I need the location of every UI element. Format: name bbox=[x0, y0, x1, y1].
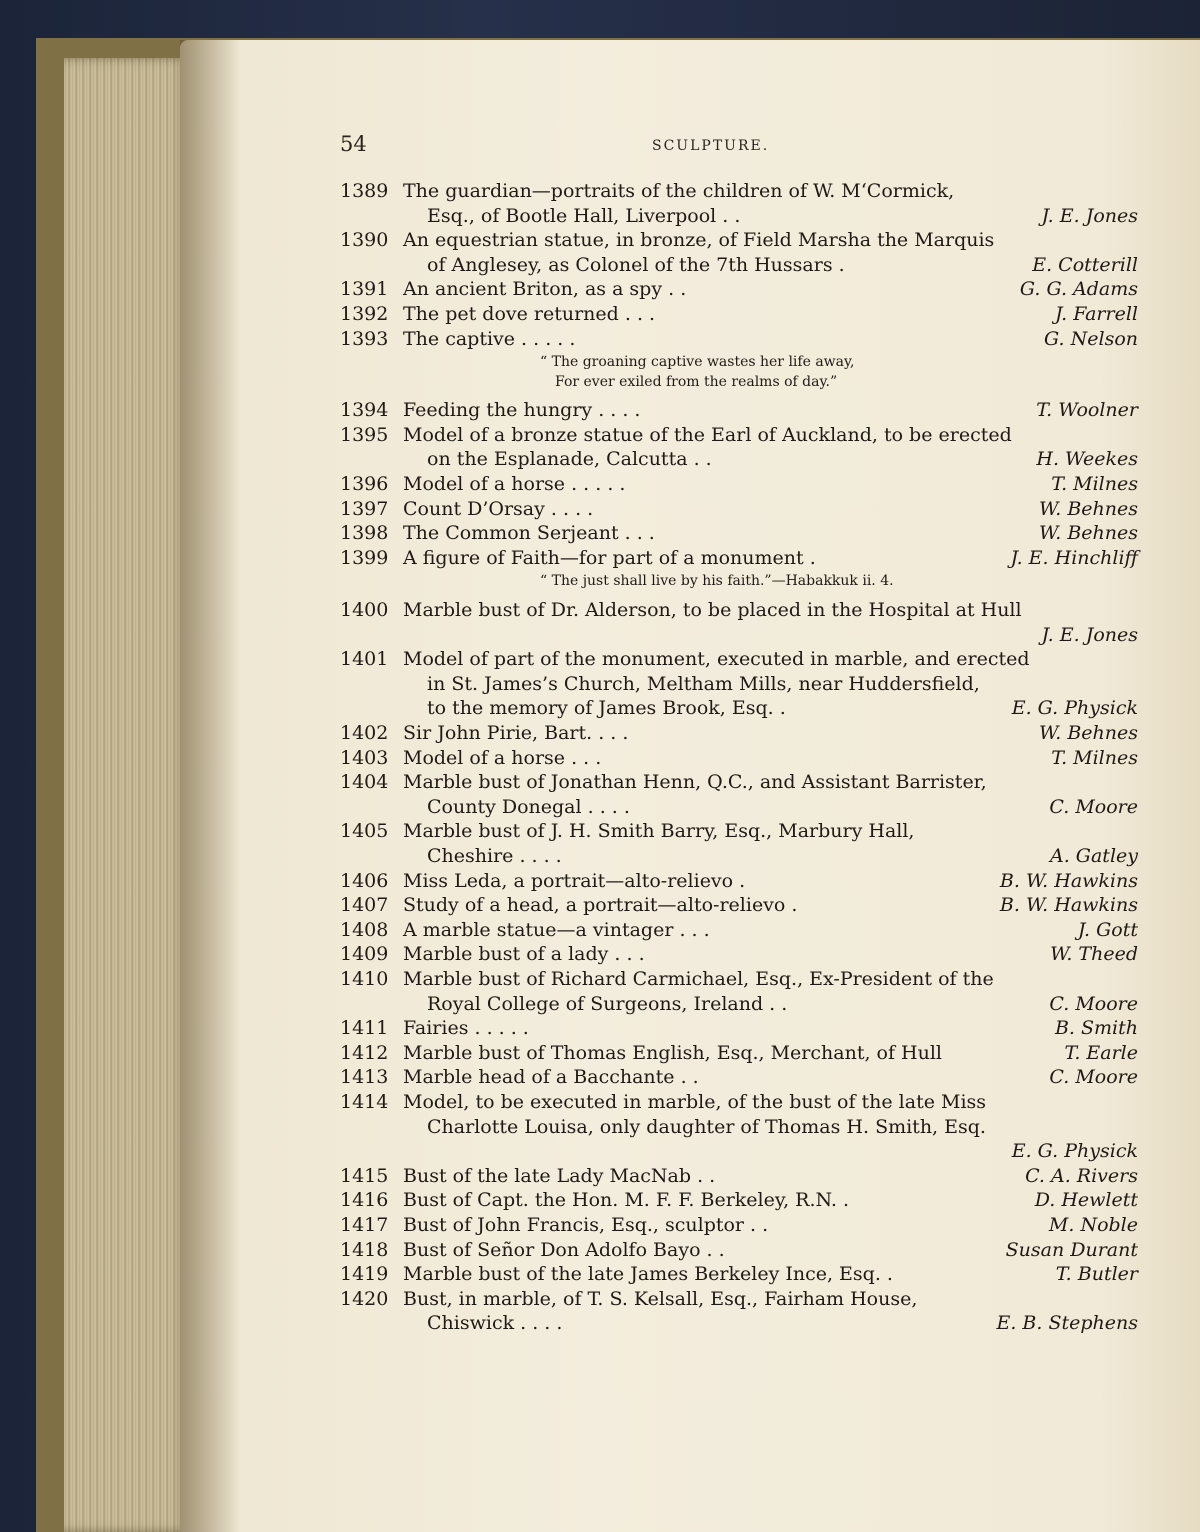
entry-number: 1410 bbox=[340, 967, 389, 990]
artist-name: B. W. Hawkins bbox=[999, 894, 1138, 917]
entry-number: 1402 bbox=[340, 721, 389, 744]
entry-title-line: Esq., of Bootle Hall, Liverpool . . bbox=[427, 204, 741, 227]
artist-name: B. W. Hawkins bbox=[999, 869, 1138, 892]
artist-name: T. Earle bbox=[1064, 1041, 1138, 1064]
entry-title-line: Royal College of Surgeons, Ireland . . bbox=[427, 992, 788, 1015]
artist-name: J. E. Jones bbox=[1041, 623, 1138, 646]
entry-title-line: in St. James’s Church, Meltham Mills, near Huddersfield, bbox=[427, 672, 980, 695]
entry-number: 1395 bbox=[340, 423, 389, 446]
entry-title-line: An ancient Briton, as a spy . . bbox=[403, 278, 687, 301]
entry-title-line: Model of part of the monument, executed in marble, and erected bbox=[403, 648, 1030, 671]
entry-title-line: Bust of Señor Don Adolfo Bayo . . bbox=[403, 1238, 725, 1261]
entry-number: 1417 bbox=[340, 1213, 389, 1236]
entry-title-line: Marble head of a Bacchante . . bbox=[403, 1066, 699, 1089]
entry-number: 1391 bbox=[340, 278, 389, 301]
quotation-line: “ The just shall live by his faith.”—Habakkuk ii. 4. bbox=[540, 573, 894, 590]
entry-number: 1403 bbox=[340, 746, 389, 769]
entry-title-line: of Anglesey, as Colonel of the 7th Hussars . bbox=[427, 253, 845, 276]
entry-number: 1394 bbox=[340, 399, 389, 422]
entry-title-line: Model, to be executed in marble, of the bust of the late Miss bbox=[403, 1090, 987, 1113]
artist-name: D. Hewlett bbox=[1034, 1189, 1138, 1212]
entry-title-line: The Common Serjeant . . . bbox=[403, 522, 655, 545]
entry-number: 1420 bbox=[340, 1287, 389, 1310]
entry-title-line: A marble statue—a vintager . . . bbox=[403, 918, 710, 941]
entry-number: 1398 bbox=[340, 522, 389, 545]
artist-name: C. A. Rivers bbox=[1025, 1164, 1138, 1187]
entry-title-line: Bust of John Francis, Esq., sculptor . . bbox=[403, 1213, 769, 1236]
artist-name: W. Behnes bbox=[1039, 522, 1138, 545]
entry-title-line: Model of a bronze statue of the Earl of Auckland, to be erected bbox=[403, 423, 1012, 446]
artist-name: T. Butler bbox=[1055, 1263, 1138, 1286]
artist-name: G. G. Adams bbox=[1019, 278, 1138, 301]
artist-name: G. Nelson bbox=[1044, 327, 1138, 350]
entry-title-line: Study of a head, a portrait—alto-relievo . bbox=[403, 894, 798, 917]
artist-name: E. Cotterill bbox=[1032, 253, 1138, 276]
entry-title-line: The pet dove returned . . . bbox=[403, 303, 656, 325]
entry-title-line: County Donegal . . . . bbox=[427, 795, 630, 818]
artist-name: J. E. Hinchliff bbox=[1010, 546, 1138, 569]
entry-title-line: Bust of Capt. the Hon. M. F. F. Berkeley, R.N. . bbox=[403, 1189, 850, 1212]
entry-number: 1407 bbox=[340, 894, 389, 917]
artist-name: J. E. Jones bbox=[1041, 204, 1138, 227]
entry-number: 1411 bbox=[340, 1017, 389, 1040]
entry-title-line: Bust, in marble, of T. S. Kelsall, Esq., Fairham House, bbox=[403, 1287, 918, 1310]
entry-number: 1413 bbox=[340, 1066, 389, 1089]
artist-name: A. Gatley bbox=[1050, 844, 1138, 867]
entry-number: 1414 bbox=[340, 1090, 389, 1113]
entry-title-line: Feeding the hungry . . . . bbox=[403, 399, 641, 422]
entry-title-line: Marble bust of Jonathan Henn, Q.C., and Assistant Barrister, bbox=[403, 771, 987, 794]
artist-name: T. Milnes bbox=[1051, 746, 1138, 769]
entry-title-line: Miss Leda, a portrait—alto-relievo . bbox=[403, 869, 746, 892]
entry-number: 1400 bbox=[340, 598, 389, 621]
entry-title-line: Fairies . . . . . bbox=[403, 1017, 529, 1040]
entry-title-line: Bust of the late Lady MacNab . . bbox=[403, 1164, 716, 1187]
artist-name: M. Noble bbox=[1048, 1213, 1138, 1236]
entry-number: 1389 bbox=[340, 180, 389, 202]
artist-name: C. Moore bbox=[1049, 1066, 1138, 1089]
entry-title-line: Cheshire . . . . bbox=[427, 844, 562, 867]
entry-number: 1404 bbox=[340, 771, 389, 794]
entry-number: 1396 bbox=[340, 473, 389, 495]
artist-name: B. Smith bbox=[1054, 1017, 1138, 1040]
entry-title-line: Marble bust of the late James Berkeley Ince, Esq. . bbox=[403, 1263, 893, 1286]
entry-title-line: Marble bust of J. H. Smith Barry, Esq., Marbury Hall, bbox=[403, 820, 915, 843]
entry-title-line: Model of a horse . . . . . bbox=[403, 473, 626, 495]
artist-name: C. Moore bbox=[1049, 992, 1138, 1015]
entry-title-line: An equestrian statue, in bronze, of Field Marsha the Marquis bbox=[403, 229, 995, 252]
entry-number: 1418 bbox=[340, 1238, 389, 1261]
artist-name: J. Gott bbox=[1077, 918, 1138, 941]
artist-name: J. Farrell bbox=[1054, 303, 1138, 325]
entry-title-line: Marble bust of a lady . . . bbox=[403, 943, 645, 966]
entry-number: 1397 bbox=[340, 497, 389, 520]
entry-number: 1390 bbox=[340, 229, 389, 252]
entry-title-line: Marble bust of Thomas English, Esq., Merchant, of Hull bbox=[403, 1041, 943, 1064]
artist-name: W. Behnes bbox=[1039, 721, 1138, 744]
entry-number: 1415 bbox=[340, 1164, 389, 1187]
artist-name: E. G. Physick bbox=[1011, 697, 1138, 720]
entry-title-line: Model of a horse . . . bbox=[403, 746, 602, 769]
running-head: SCULPTURE. bbox=[652, 138, 770, 154]
entry-number: 1399 bbox=[340, 546, 389, 569]
entry-number: 1392 bbox=[340, 303, 389, 325]
quotation-line: For ever exiled from the realms of day.” bbox=[555, 373, 838, 390]
entry-title-line: The captive . . . . . bbox=[403, 327, 576, 350]
artist-name: E. B. Stephens bbox=[996, 1312, 1138, 1335]
entry-number: 1412 bbox=[340, 1041, 389, 1064]
entry-number: 1419 bbox=[340, 1263, 389, 1286]
entry-number: 1409 bbox=[340, 943, 389, 966]
entry-title-line: Chiswick . . . . bbox=[427, 1312, 563, 1335]
entry-number: 1406 bbox=[340, 869, 389, 892]
artist-name: H. Weekes bbox=[1036, 448, 1138, 471]
entry-title-line: A figure of Faith—for part of a monument . bbox=[403, 546, 816, 569]
artist-name: T. Woolner bbox=[1036, 399, 1138, 422]
entry-title-line: Sir John Pirie, Bart. . . . bbox=[403, 721, 629, 744]
quotation-line: “ The groaning captive wastes her life away, bbox=[540, 354, 855, 371]
artist-name: Susan Durant bbox=[1005, 1238, 1138, 1261]
artist-name: E. G. Physick bbox=[1011, 1140, 1138, 1163]
artist-name: T. Milnes bbox=[1051, 473, 1138, 495]
artist-name: C. Moore bbox=[1049, 795, 1138, 818]
entry-title-line: The guardian—portraits of the children of W. M‘Cormick, bbox=[403, 180, 955, 202]
entry-number: 1393 bbox=[340, 327, 389, 350]
entry-title-line: Marble bust of Dr. Alderson, to be placed in the Hospital at Hull bbox=[403, 598, 1022, 621]
entry-number: 1401 bbox=[340, 648, 389, 671]
entry-number: 1408 bbox=[340, 918, 389, 941]
page-number: 54 bbox=[340, 132, 367, 156]
entry-number: 1405 bbox=[340, 820, 389, 843]
artist-name: W. Behnes bbox=[1039, 497, 1138, 520]
entry-title-line: on the Esplanade, Calcutta . . bbox=[427, 448, 712, 471]
entry-title-line: Charlotte Louisa, only daughter of Thomas H. Smith, Esq. bbox=[427, 1115, 986, 1138]
entry-number: 1416 bbox=[340, 1189, 389, 1212]
entry-title-line: Count D’Orsay . . . . bbox=[403, 497, 594, 520]
artist-name: W. Theed bbox=[1050, 943, 1138, 966]
entry-title-line: Marble bust of Richard Carmichael, Esq., Ex-President of the bbox=[403, 967, 994, 990]
entry-title-line: to the memory of James Brook, Esq. . bbox=[427, 697, 786, 720]
